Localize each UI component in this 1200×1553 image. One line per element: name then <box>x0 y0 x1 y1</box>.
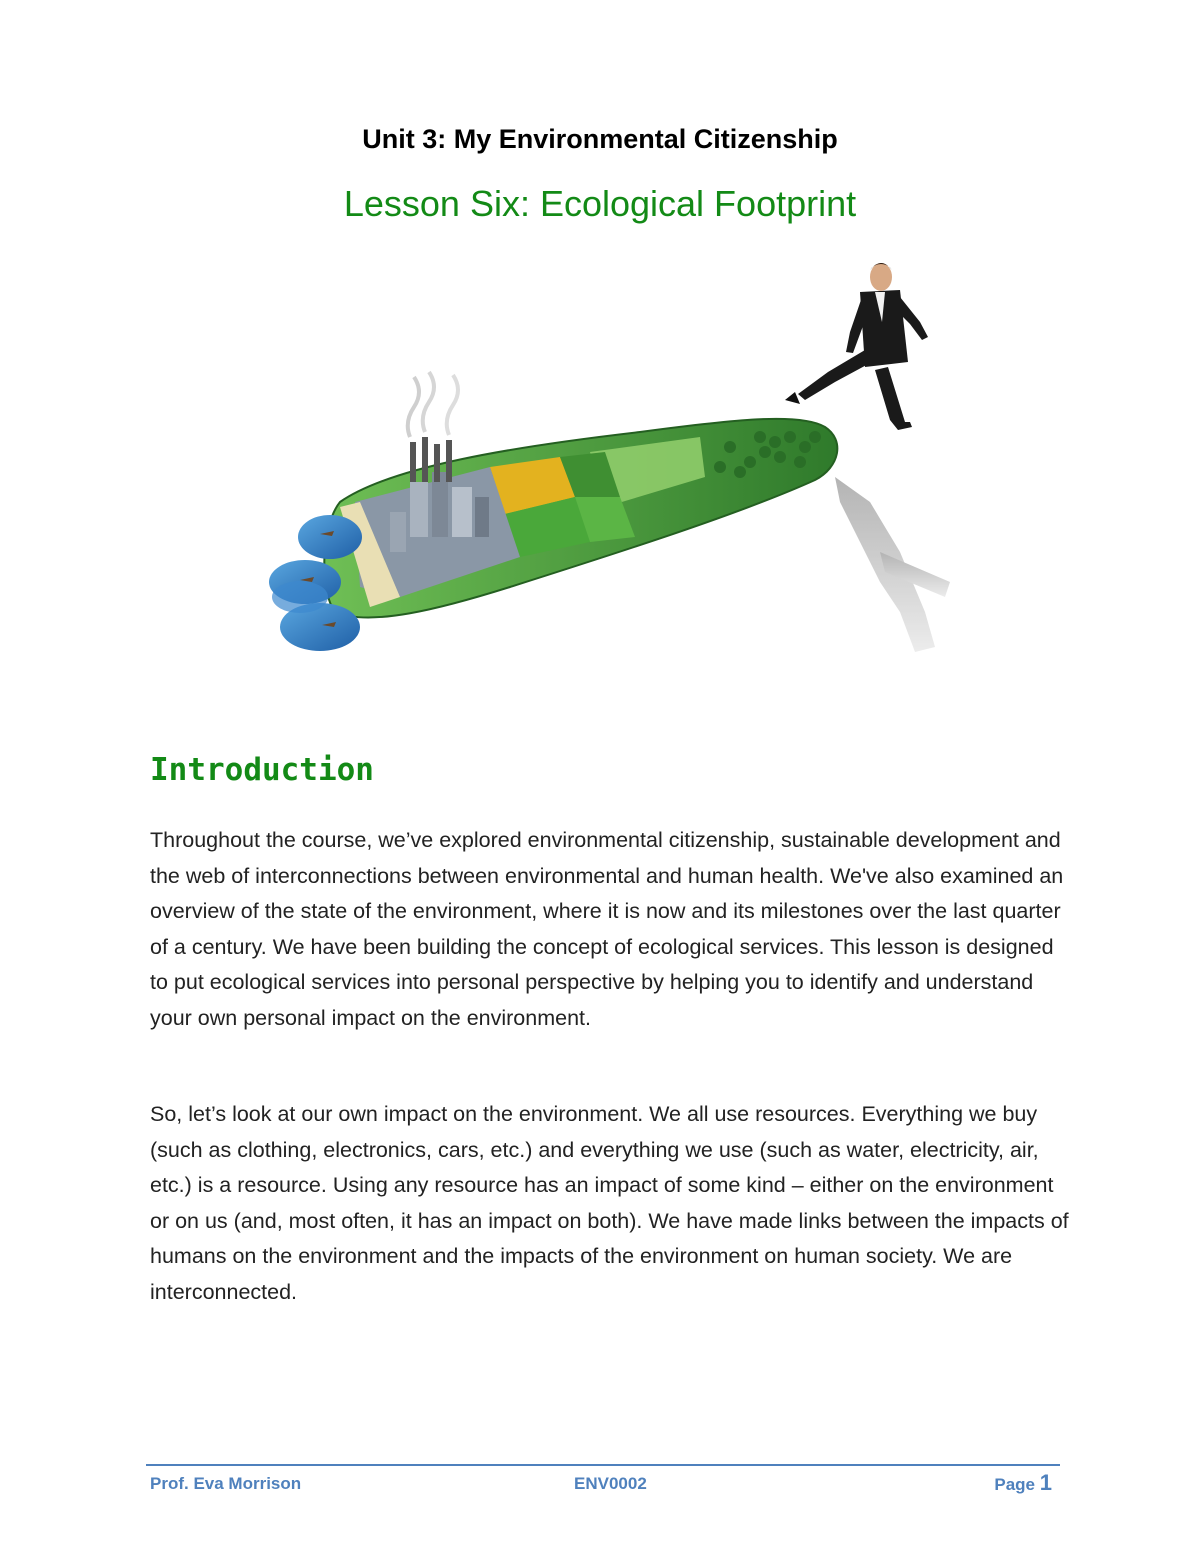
footer-author: Prof. Eva Morrison <box>150 1474 302 1493</box>
page-label: Page <box>994 1475 1036 1494</box>
page-number: 1 <box>1039 1470 1052 1495</box>
section-heading: Introduction <box>150 752 374 788</box>
lesson-title: Lesson Six: Ecological Footprint <box>343 183 857 224</box>
page-footer <box>146 1468 1060 1500</box>
footer-course-code: ENV0002 <box>574 1474 647 1493</box>
footer-page-number <box>994 1470 1052 1496</box>
footprint <box>324 372 837 618</box>
footer-divider <box>146 1464 1060 1466</box>
ecological-footprint-illustration <box>260 252 960 672</box>
intro-paragraph-1: Throughout the course, we’ve explored environmental citizenship, sustainable development and the web of interconnections between environmental and human health. We've also examined an overview of the state of the environment, where it is now and its milestones over the last quarter of a century. We have been building the concept of ecological services. This lesson is designed to put ecological services into personal perspective by helping you to identify and understand your own personal impact on the environment. <box>150 828 1064 1030</box>
intro-paragraph-2: So, let’s look at our own impact on the environment. We all use resources. Everything we buy (such as clothing, electronics, cars, etc.) and everything we use (such as water, electricity, air, etc.) is a resource. Using any resource has an impact of some kind – either on the environment or on us (and, most often, it has an impact on both). We have made links between the impacts of humans on the environment and the impacts of the environment on human society. We are interconnected. <box>150 1102 1069 1304</box>
unit-title: Unit 3: My Environmental Citizenship <box>362 124 838 154</box>
walking-man <box>785 263 928 430</box>
shadow <box>835 477 950 652</box>
